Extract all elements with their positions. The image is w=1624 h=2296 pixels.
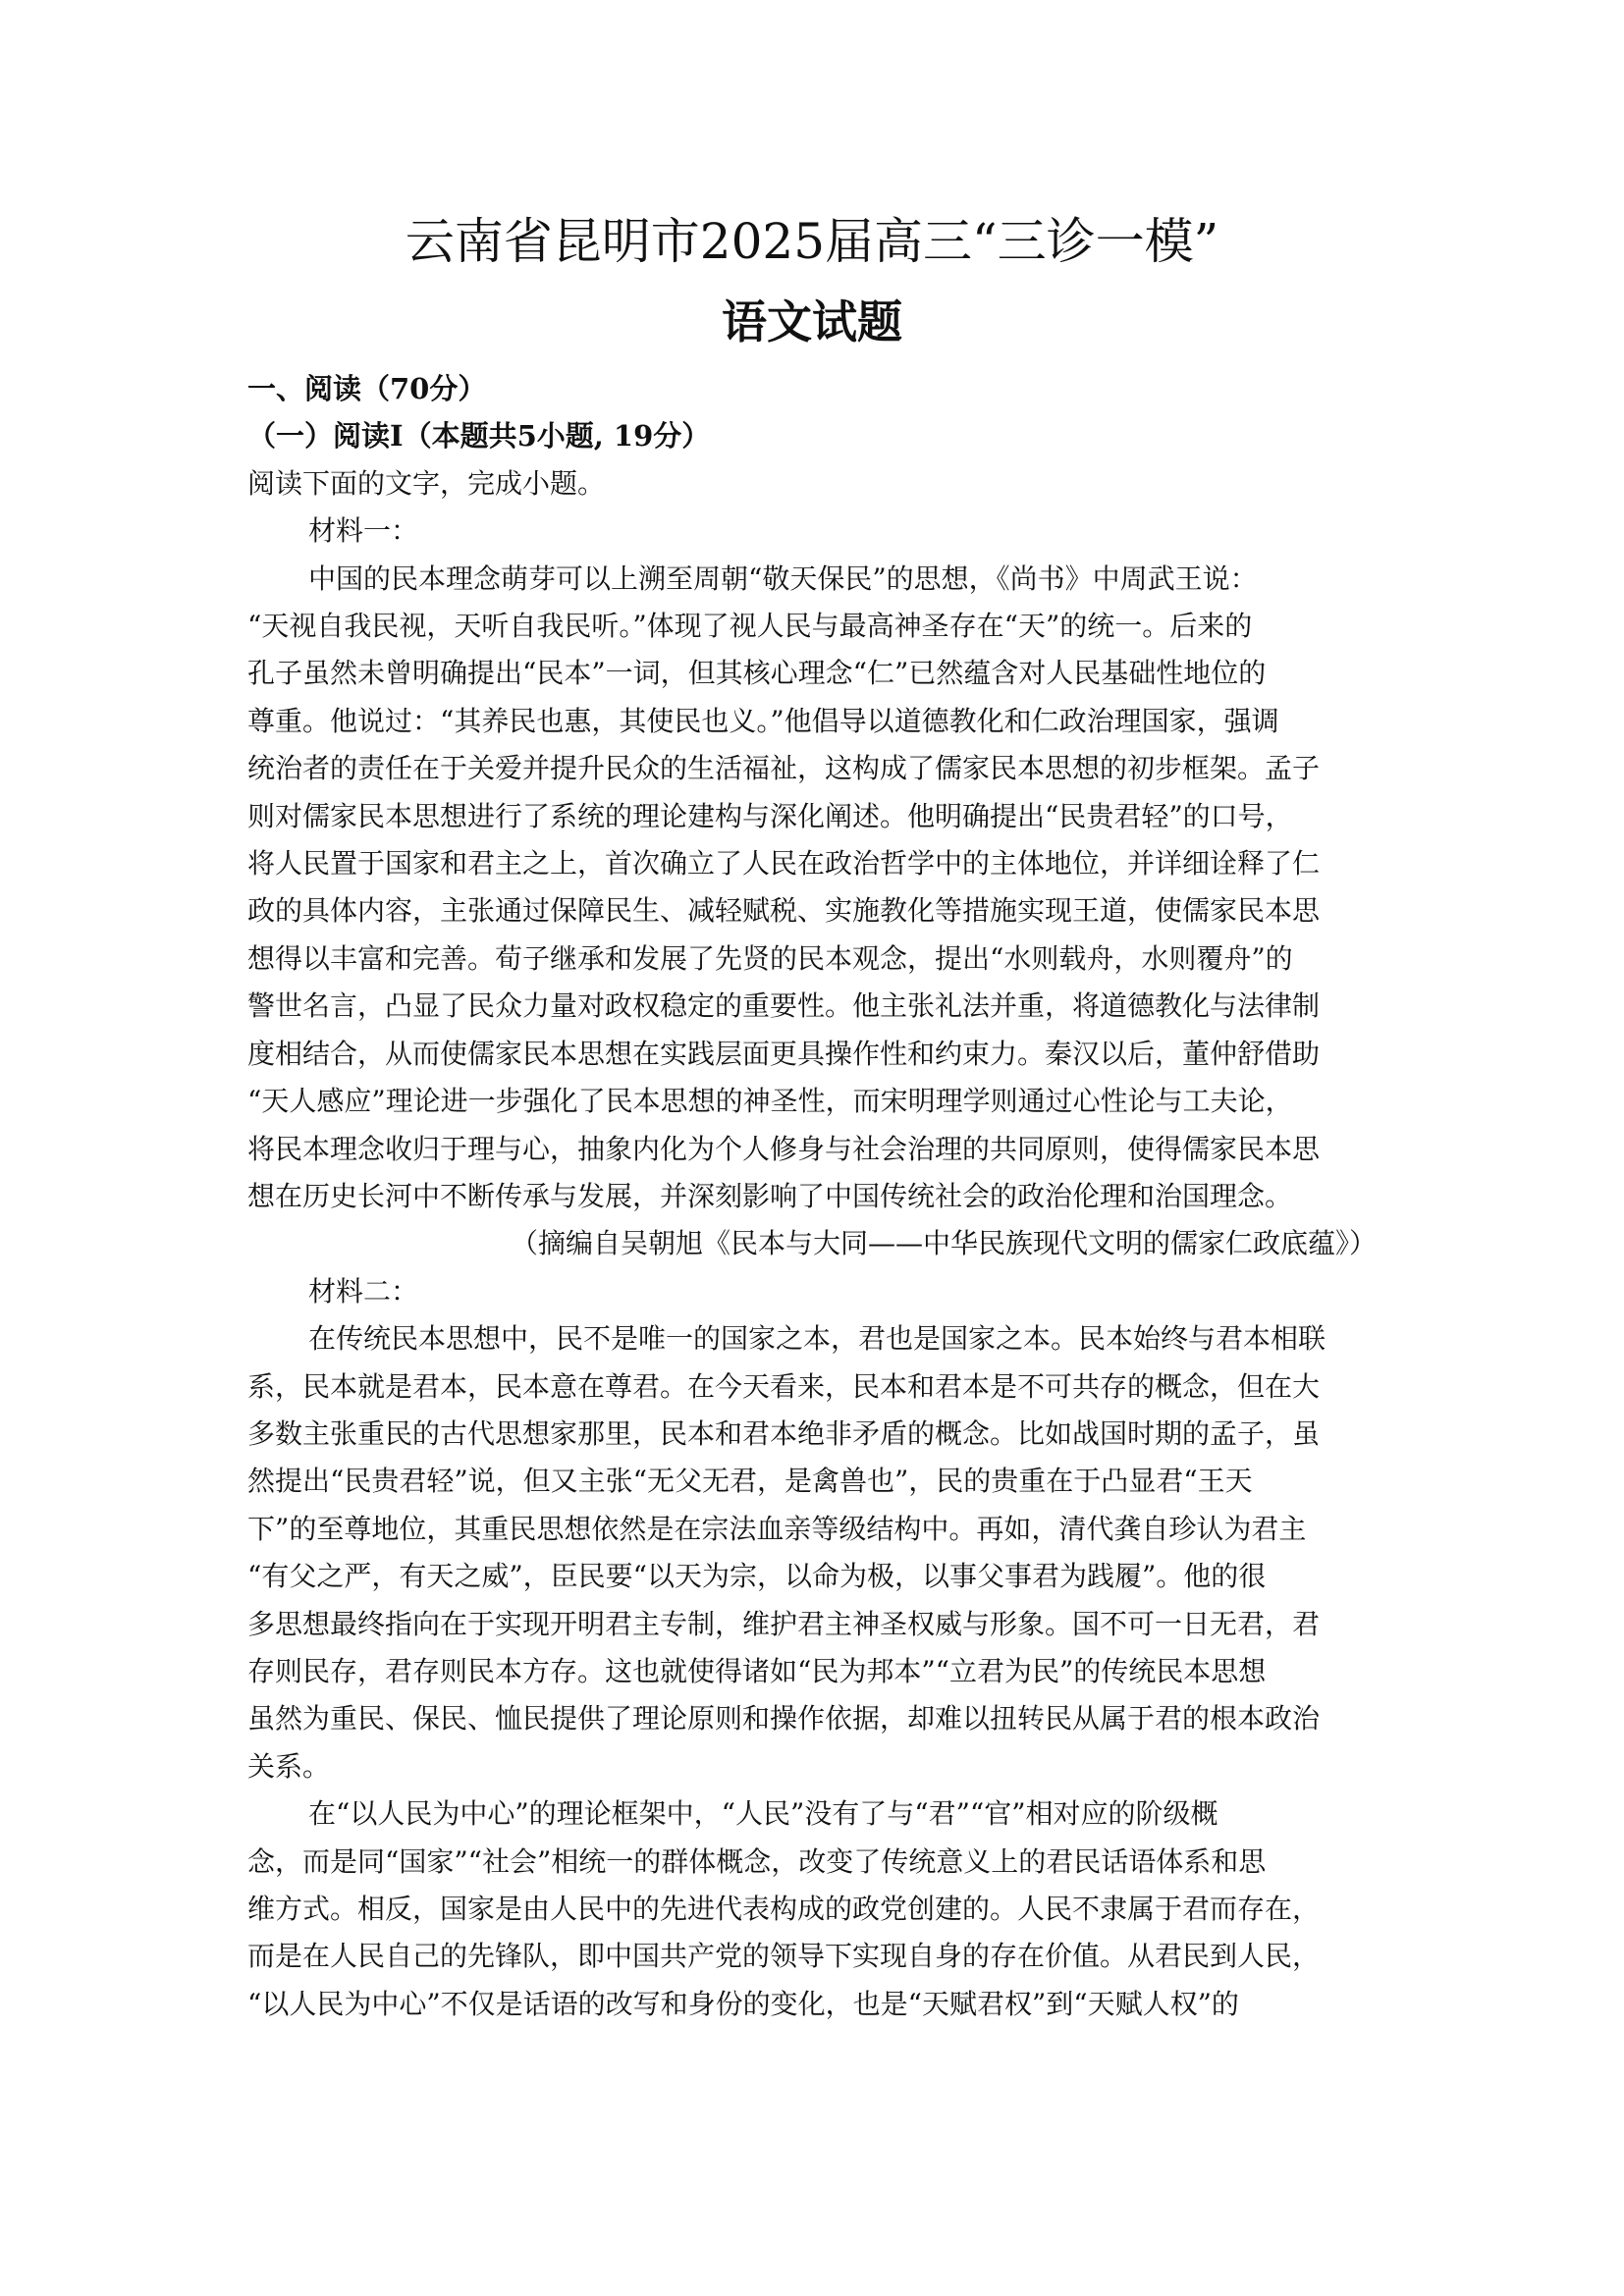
material-one-text bbox=[247, 556, 1377, 1221]
text-line: 中国的民本理念萌芽可以上溯至周朝“敬天保民”的思想，《尚书》中周武王说： bbox=[308, 561, 1258, 595]
text-line: 尊重。他说过：“其养民也惠，其使民也义。”他倡导以道德教化和仁政治理国家，强调 bbox=[247, 704, 1279, 737]
text-line: 统治者的责任在于关爱并提升民众的生活福祉，这构成了儒家民本思想的初步框架。孟子 bbox=[247, 752, 1321, 785]
text-line: 多数主张重民的古代思想家那里，民本和君本绝非矛盾的概念。比如战国时期的孟子，虽 bbox=[247, 1416, 1321, 1450]
exam-subject-title: 语文试题 bbox=[722, 295, 902, 348]
exam-content bbox=[247, 365, 1377, 2028]
text-line: 将民本理念收归于理与心，抽象内化为个人修身与社会治理的共同原则，使得儒家民本思 bbox=[247, 1132, 1321, 1165]
text-line: 而是在人民自己的先锋队，即中国共产党的领导下实现自身的存在价值。从君民到人民， bbox=[247, 1940, 1321, 1973]
text-line: 在传统民本思想中，民不是唯一的国家之本，君也是国家之本。民本始终与君本相联 bbox=[308, 1322, 1326, 1356]
text-line: 虽然为重民、保民、恤民提供了理论原则和操作依据，却难以扭转民从属于君的根本政治 bbox=[247, 1702, 1321, 1735]
text-line: 维方式。相反，国家是由人民中的先进代表构成的政党创建的。人民不隶属于君而存在， bbox=[247, 1893, 1321, 1925]
text-line: 存则民存，君存则民本方存。这也就使得诸如“民为邦本”“立君为民”的传统民本思想 bbox=[247, 1654, 1267, 1687]
text-line: 将人民置于国家和君主之上，首次确立了人民在政治哲学中的主体地位，并详细诠释了仁 bbox=[247, 847, 1321, 881]
text-line: 警世名言，凸显了民众力量对政权稳定的重要性。他主张礼法并重，将道德教化与法律制 bbox=[247, 989, 1321, 1023]
text-line: 下”的至尊地位，其重民思想依然是在宗法血亲等级结构中。再如，清代龚自珍认为君主 bbox=[247, 1512, 1307, 1545]
material-two-paragraph-one bbox=[247, 1315, 1377, 1790]
text-line: 关系。 bbox=[247, 1749, 331, 1783]
material-one-label: 材料一： bbox=[308, 514, 419, 548]
text-line: 多思想最终指向在于实现开明君主专制，维护君主神圣权威与形象。国不可一日无君，君 bbox=[247, 1607, 1321, 1640]
material-two-paragraph-two bbox=[247, 1790, 1377, 2028]
text-line: 念，而是同“国家”“社会”相统一的群体概念，改变了传统意义上的君民话语体系和思 bbox=[247, 1844, 1267, 1878]
text-line: 想在历史长河中不断传承与发展，并深刻影响了中国传统社会的政治伦理和治国理念。 bbox=[247, 1179, 1293, 1212]
subsection-heading: （一）阅读Ⅰ（本题共5小题, 19分） bbox=[247, 419, 711, 454]
text-line: “天视自我民视，天听自我民听。”体现了视人民与最高神圣存在“天”的统一。后来的 bbox=[247, 610, 1253, 643]
text-line: 则对儒家民本思想进行了系统的理论建构与深化阐述。他明确提出“民贵君轻”的口号， bbox=[247, 799, 1293, 832]
instruction-text: 阅读下面的文字，完成小题。 bbox=[247, 466, 606, 500]
text-line: 度相结合，从而使儒家民本思想在实践层面更具操作性和约束力。秦汉以后，董仲舒借助 bbox=[247, 1037, 1321, 1070]
text-line: 想得以丰富和完善。荀子继承和发展了先贤的民本观念，提出“水则载舟，水则覆舟”的 bbox=[247, 941, 1293, 975]
section-heading: 一、阅读（70分） bbox=[247, 372, 487, 405]
text-line: 孔子虽然未曾明确提出“民本”一词，但其核心理念“仁”已然蕴含对人民基础性地位的 bbox=[247, 657, 1267, 690]
text-line: 然提出“民贵君轻”说，但又主张“无父无君，是禽兽也”，民的贵重在于凸显君“王天 bbox=[247, 1465, 1253, 1498]
text-line: “有父之严，有天之威”，臣民要“以天为宗，以命为极，以事父事君为践履”。他的很 bbox=[247, 1560, 1267, 1593]
material-two-label: 材料二： bbox=[308, 1274, 419, 1308]
exam-title: 云南省昆明市2025届高三“三诊一模” bbox=[405, 213, 1219, 270]
text-line: 系，民本就是君本，民本意在尊君。在今天看来，民本和君本是不可共存的概念，但在大 bbox=[247, 1369, 1321, 1403]
material-one-source: （摘编自吴朝旭《民本与大同——中华民族现代文明的儒家仁政底蕴》） bbox=[510, 1227, 1377, 1260]
text-line: “以人民为中心”不仅是话语的改写和身份的变化，也是“天赋君权”到“天赋人权”的 bbox=[247, 1987, 1239, 2020]
text-line: 在“以人民为中心”的理论框架中，“人民”没有了与“君”“官”相对应的阶级概 bbox=[308, 1797, 1218, 1831]
text-line: 政的具体内容，主张通过保障民生、减轻赋税、实施教化等措施实现王道，使儒家民本思 bbox=[247, 894, 1321, 928]
text-line: “天人感应”理论进一步强化了民本思想的神圣性，而宋明理学则通过心性论与工夫论， bbox=[247, 1085, 1293, 1118]
